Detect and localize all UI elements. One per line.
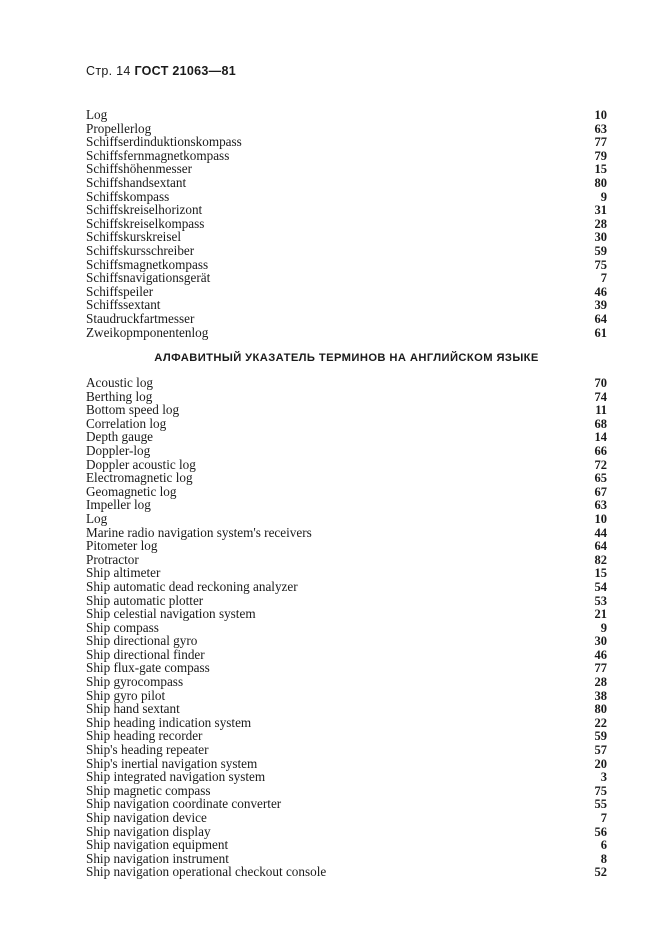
index-entry bbox=[86, 162, 607, 176]
index-term: Ship integrated navigation system bbox=[86, 769, 266, 785]
index-entry bbox=[86, 176, 607, 190]
index-term: Ship directional gyro bbox=[86, 633, 198, 649]
german-term-index bbox=[86, 108, 607, 339]
index-entry bbox=[86, 376, 607, 390]
standard-number: ГОСТ 21063—81 bbox=[134, 64, 236, 78]
index-term: Ship celestial navigation system bbox=[86, 606, 256, 622]
index-term-number: 7 bbox=[600, 271, 607, 286]
index-term-number: 44 bbox=[594, 525, 607, 540]
english-term-index bbox=[86, 376, 607, 879]
index-term: Doppler acoustic log bbox=[86, 456, 196, 472]
index-term: Ship navigation operational checkout console bbox=[86, 864, 327, 880]
index-term: Ship's inertial navigation system bbox=[86, 755, 258, 771]
index-term: Ship navigation display bbox=[86, 823, 211, 839]
index-term-number: 39 bbox=[594, 298, 607, 313]
index-entry bbox=[86, 230, 607, 244]
index-entry bbox=[86, 149, 607, 163]
index-term-number: 65 bbox=[594, 471, 607, 486]
index-term-number: 56 bbox=[594, 824, 607, 839]
index-term-number: 20 bbox=[594, 756, 607, 771]
index-term-number: 79 bbox=[594, 148, 607, 163]
index-term: Schiffskursschreiber bbox=[86, 242, 195, 258]
index-entry bbox=[86, 471, 607, 485]
index-term: Schiffssextant bbox=[86, 297, 161, 313]
index-entry bbox=[86, 689, 607, 703]
index-term-number: 54 bbox=[594, 579, 607, 594]
index-term: Correlation log bbox=[86, 415, 167, 431]
index-term-number: 52 bbox=[594, 865, 607, 880]
index-term: Schiffsnavigationsgerät bbox=[86, 270, 211, 286]
index-entry bbox=[86, 594, 607, 608]
index-term-number: 63 bbox=[594, 498, 607, 513]
index-term-number: 15 bbox=[594, 162, 607, 177]
index-entry bbox=[86, 326, 607, 340]
index-entry bbox=[86, 458, 607, 472]
index-entry bbox=[86, 661, 607, 675]
index-term-number: 30 bbox=[594, 634, 607, 649]
page-header bbox=[86, 64, 236, 78]
index-entry bbox=[86, 485, 607, 499]
index-term: Doppler-log bbox=[86, 442, 151, 458]
index-term: Ship navigation equipment bbox=[86, 837, 229, 853]
index-term-number: 28 bbox=[594, 216, 607, 231]
index-entry bbox=[86, 865, 607, 879]
index-entry bbox=[86, 825, 607, 839]
index-term-number: 3 bbox=[600, 770, 607, 785]
index-term-number: 67 bbox=[594, 484, 607, 499]
index-term: Schiffsfernmagnetkompass bbox=[86, 147, 230, 163]
index-term: Schiffshöhenmesser bbox=[86, 161, 192, 177]
index-term-number: 22 bbox=[594, 715, 607, 730]
index-entry bbox=[86, 390, 607, 404]
index-term-number: 10 bbox=[594, 108, 607, 122]
index-term: Schiffserdinduktionskompass bbox=[86, 134, 242, 150]
index-term: Ship navigation coordinate converter bbox=[86, 796, 282, 812]
index-term: Ship's heading repeater bbox=[86, 742, 209, 758]
index-term-number: 55 bbox=[594, 797, 607, 812]
index-term: Acoustic log bbox=[86, 375, 154, 390]
index-term: Ship directional finder bbox=[86, 646, 205, 662]
index-entry bbox=[86, 190, 607, 204]
index-entry bbox=[86, 122, 607, 136]
index-term: Ship automatic dead reckoning analyzer bbox=[86, 578, 298, 594]
index-term: Ship navigation instrument bbox=[86, 850, 229, 866]
index-term-number: 31 bbox=[594, 203, 607, 218]
index-term: Marine radio navigation system's receivers bbox=[86, 524, 312, 540]
index-term: Protractor bbox=[86, 551, 139, 567]
index-entry bbox=[86, 702, 607, 716]
index-term-number: 9 bbox=[600, 189, 607, 204]
index-term: Ship hand sextant bbox=[86, 701, 180, 717]
index-term-number: 6 bbox=[600, 838, 607, 853]
index-term: Schiffsmagnetkompass bbox=[86, 256, 209, 272]
index-term: Ship heading recorder bbox=[86, 728, 203, 744]
index-entry bbox=[86, 217, 607, 231]
index-entry bbox=[86, 838, 607, 852]
index-term-number: 82 bbox=[594, 552, 607, 567]
index-term-number: 68 bbox=[594, 416, 607, 431]
index-entry bbox=[86, 784, 607, 798]
index-entry bbox=[86, 108, 607, 122]
index-term: Log bbox=[86, 510, 108, 526]
index-term: Bottom speed log bbox=[86, 402, 180, 418]
index-term-number: 80 bbox=[594, 175, 607, 190]
index-entry bbox=[86, 312, 607, 326]
index-term-number: 21 bbox=[594, 607, 607, 622]
index-term: Ship altimeter bbox=[86, 565, 161, 581]
index-term-number: 57 bbox=[594, 743, 607, 758]
index-term: Schiffspeiler bbox=[86, 283, 154, 299]
index-term: Ship compass bbox=[86, 619, 159, 635]
index-entry bbox=[86, 498, 607, 512]
index-term-number: 7 bbox=[600, 811, 607, 825]
index-entry bbox=[86, 526, 607, 540]
index-entry bbox=[86, 648, 607, 662]
index-entry bbox=[86, 729, 607, 743]
index-entry bbox=[86, 444, 607, 458]
index-term-number: 15 bbox=[594, 566, 607, 581]
index-term: Berthing log bbox=[86, 388, 153, 404]
index-term-number: 72 bbox=[594, 457, 607, 472]
index-entry bbox=[86, 743, 607, 757]
index-entry bbox=[86, 607, 607, 621]
index-entry bbox=[86, 203, 607, 217]
index-entry bbox=[86, 417, 607, 431]
index-entry bbox=[86, 580, 607, 594]
index-term-number: 8 bbox=[600, 851, 607, 866]
index-term: Schiffskurskreisel bbox=[86, 229, 181, 245]
index-term: Impeller log bbox=[86, 497, 151, 513]
index-term: Schiffshandsextant bbox=[86, 174, 187, 190]
index-entry bbox=[86, 811, 607, 825]
index-term-number: 38 bbox=[594, 688, 607, 703]
index-term-number: 80 bbox=[594, 702, 607, 717]
index-term-number: 59 bbox=[594, 243, 607, 258]
english-index-heading: АЛФАВИТНЫЙ УКАЗАТЕЛЬ ТЕРМИНОВ НА АНГЛИЙСКОМ ЯЗЫКЕ bbox=[154, 352, 539, 364]
index-entry bbox=[86, 675, 607, 689]
index-term: Electromagnetic log bbox=[86, 470, 193, 486]
index-term-number: 77 bbox=[594, 661, 607, 676]
index-entry bbox=[86, 135, 607, 149]
index-term: Ship flux-gate compass bbox=[86, 660, 210, 676]
index-term: Geomagnetic log bbox=[86, 483, 177, 499]
index-term: Depth gauge bbox=[86, 429, 154, 445]
index-term-number: 30 bbox=[594, 230, 607, 245]
index-entry bbox=[86, 298, 607, 312]
index-entry bbox=[86, 430, 607, 444]
index-term: Ship gyrocompass bbox=[86, 674, 184, 690]
index-entry bbox=[86, 770, 607, 784]
index-term-number: 9 bbox=[600, 620, 607, 635]
index-term: Propellerlog bbox=[86, 120, 152, 136]
index-term-number: 77 bbox=[594, 135, 607, 150]
index-term: Ship navigation device bbox=[86, 810, 207, 825]
index-entry bbox=[86, 512, 607, 526]
index-entry bbox=[86, 716, 607, 730]
index-entry bbox=[86, 403, 607, 417]
index-entry bbox=[86, 285, 607, 299]
index-entry bbox=[86, 566, 607, 580]
index-term-number: 64 bbox=[594, 539, 607, 554]
index-term: Ship heading indication system bbox=[86, 714, 252, 730]
index-entry bbox=[86, 852, 607, 866]
index-term: Log bbox=[86, 107, 108, 122]
index-entry bbox=[86, 621, 607, 635]
index-entry bbox=[86, 258, 607, 272]
index-entry bbox=[86, 797, 607, 811]
index-term-number: 63 bbox=[594, 121, 607, 136]
index-entry bbox=[86, 271, 607, 285]
page-number-label: Стр. 14 bbox=[86, 64, 131, 78]
index-term: Staudruckfartmesser bbox=[86, 310, 195, 326]
index-term-number: 10 bbox=[594, 511, 607, 526]
index-term-number: 70 bbox=[594, 376, 607, 390]
index-term-number: 46 bbox=[594, 647, 607, 662]
index-term-number: 46 bbox=[594, 284, 607, 299]
index-entry bbox=[86, 553, 607, 567]
index-entry bbox=[86, 539, 607, 553]
index-term-number: 74 bbox=[594, 389, 607, 404]
index-term-number: 28 bbox=[594, 675, 607, 690]
index-term-number: 64 bbox=[594, 311, 607, 326]
index-entry bbox=[86, 634, 607, 648]
index-term-number: 75 bbox=[594, 783, 607, 798]
index-term: Pitometer log bbox=[86, 538, 158, 554]
index-term-number: 53 bbox=[594, 593, 607, 608]
index-term: Ship gyro pilot bbox=[86, 687, 166, 703]
index-term: Zweikopmponentenlog bbox=[86, 324, 209, 340]
index-term: Ship magnetic compass bbox=[86, 782, 211, 798]
index-term: Schiffskreiselkompass bbox=[86, 215, 205, 231]
index-term-number: 11 bbox=[595, 403, 607, 418]
index-term-number: 59 bbox=[594, 729, 607, 744]
index-term-number: 61 bbox=[594, 325, 607, 340]
index-term: Schiffskreiselhorizont bbox=[86, 202, 203, 218]
index-term: Ship automatic plotter bbox=[86, 592, 204, 608]
index-term-number: 66 bbox=[594, 443, 607, 458]
index-term-number: 14 bbox=[594, 430, 607, 445]
index-term: Schiffskompass bbox=[86, 188, 170, 204]
index-term-number: 75 bbox=[594, 257, 607, 272]
index-entry bbox=[86, 244, 607, 258]
index-entry bbox=[86, 757, 607, 771]
